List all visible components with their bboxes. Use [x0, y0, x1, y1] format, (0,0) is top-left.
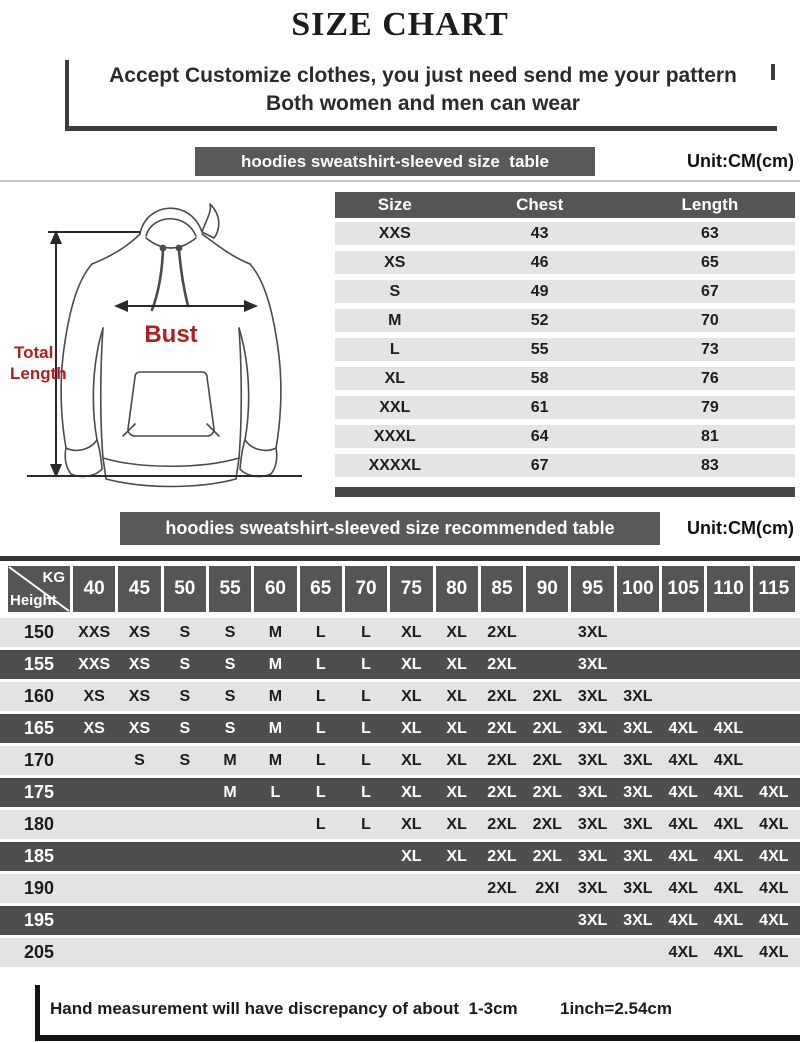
size-value-cell [436, 874, 478, 903]
divider-thick [0, 556, 800, 561]
size-value-cell: 4XL [668, 911, 698, 929]
size-value-cell: 4XL [713, 751, 744, 769]
size-value-cell [436, 938, 478, 967]
height-label-cell: 150 [23, 622, 55, 642]
size-value-cell [345, 842, 387, 871]
size-value-cell: XL [401, 815, 422, 833]
size-value-cell: S [179, 655, 191, 673]
size-table-row [335, 309, 795, 332]
size-value-cell: XL [446, 783, 467, 801]
size-value-cell: XL [401, 687, 422, 705]
size-value-cell: 4XL [668, 879, 698, 897]
size-value-cell: 3XL [577, 655, 608, 673]
recommend-row [0, 618, 800, 647]
size-value-cell: L [361, 655, 371, 673]
size-value-cell: XS [128, 687, 151, 705]
size-value-cell: XS [128, 623, 151, 641]
weight-header-cell: 110 [707, 566, 749, 612]
size-value-cell [254, 938, 296, 967]
size-value-cell [526, 650, 568, 679]
size-value-cell: 2XL [487, 847, 517, 865]
notice-line-2: Both women and men can wear [266, 92, 580, 115]
size-value-cell: M [268, 687, 283, 705]
size-value-cell [526, 938, 568, 967]
weight-header-cell: 115 [753, 566, 795, 612]
height-label-cell: 175 [23, 782, 55, 802]
size-value-cell [662, 650, 704, 679]
size-value-cell: L [361, 719, 371, 737]
size-value-cell [390, 938, 432, 967]
hoodie-diagram [0, 186, 330, 502]
size-value-cell [164, 810, 206, 839]
size-value-cell: 3XL [577, 847, 608, 865]
size-value-cell: 3XL [623, 815, 653, 833]
size-value-cell: L [315, 719, 326, 737]
size-value-cell: XL [401, 783, 422, 801]
size-value-cell: 4XL [668, 719, 698, 737]
size-table-cell: 58 [530, 369, 549, 387]
size-value-cell: L [315, 815, 326, 833]
size-table-row [335, 454, 795, 477]
customize-notice-box [65, 60, 777, 131]
size-table-cell: 76 [700, 369, 719, 387]
total-length-label-2: Length [10, 364, 67, 383]
size-value-cell: XL [446, 655, 467, 673]
size-table-header-cell: Size [377, 195, 412, 214]
size-value-cell: XL [401, 719, 422, 737]
size-table-cell: 55 [530, 340, 549, 358]
recommend-row [0, 842, 800, 871]
size-table-cell: XXXXL [368, 456, 422, 474]
size-value-cell: 4XL [759, 911, 789, 929]
size-value-cell: M [223, 751, 237, 769]
weight-header-cell: 40 [73, 566, 115, 612]
size-value-cell: 2XL [532, 847, 562, 865]
size-value-cell [345, 906, 387, 935]
height-label-cell: 160 [23, 686, 55, 706]
size-value-cell: 3XL [623, 783, 653, 801]
total-length-label-1: Total [14, 343, 54, 362]
size-value-cell: 4XL [713, 879, 744, 897]
size-value-cell: XL [401, 655, 422, 673]
size-table-cell: 79 [700, 398, 719, 416]
size-value-cell: M [223, 783, 237, 801]
size-table-cell: XXXL [373, 427, 416, 445]
recommend-row [0, 714, 800, 743]
size-value-cell [753, 650, 795, 679]
size-table-row [335, 222, 795, 245]
size-value-cell: L [361, 751, 371, 769]
size-value-cell: 2XL [532, 815, 562, 833]
footer-note-box [35, 985, 800, 1041]
recommended-table-heading-bar: hoodies sweatshirt-sleeved size recommended table [120, 512, 660, 545]
size-value-cell: 4XL [759, 847, 789, 865]
height-label-cell: 155 [23, 654, 55, 674]
size-value-cell: 3XL [623, 911, 653, 929]
size-value-cell [118, 906, 160, 935]
size-value-cell [390, 906, 432, 935]
inch-conversion: 1inch=2.54cm [560, 999, 672, 1018]
size-value-cell: L [315, 655, 326, 673]
size-value-cell: XS [83, 687, 105, 705]
size-value-cell: L [361, 815, 371, 833]
size-value-cell [73, 938, 115, 967]
size-value-cell: 2XL [532, 719, 562, 737]
size-value-cell: S [179, 623, 191, 641]
height-label-cell: 190 [23, 878, 55, 898]
size-table-cell: XS [384, 253, 406, 271]
kg-height-corner-cell [8, 566, 70, 612]
size-value-cell: 3XL [577, 687, 608, 705]
size-value-cell: XL [401, 847, 422, 865]
size-value-cell: XL [401, 751, 422, 769]
recommend-row [0, 906, 800, 935]
size-value-cell [118, 778, 160, 807]
size-value-cell [209, 906, 251, 935]
size-value-cell: 4XL [759, 783, 789, 801]
size-value-cell: S [179, 719, 191, 737]
recommend-row [0, 874, 800, 903]
size-value-cell: 3XL [623, 847, 653, 865]
size-table-cell: S [389, 282, 401, 300]
size-value-cell: 4XL [759, 815, 789, 833]
size-table-header-cell: Length [681, 195, 739, 214]
size-value-cell [73, 906, 115, 935]
size-value-cell: 4XL [713, 783, 744, 801]
size-table-header-row [335, 192, 795, 218]
size-table-row [335, 425, 795, 448]
size-value-cell: S [224, 655, 236, 673]
weight-header-cell: 100 [617, 566, 659, 612]
size-value-cell [617, 650, 659, 679]
height-label-cell: 165 [23, 718, 55, 738]
size-table-cell: XXL [379, 398, 411, 416]
size-table-header-cell: Chest [516, 195, 564, 214]
size-value-cell [118, 810, 160, 839]
size-table-cell: 49 [530, 282, 549, 300]
size-value-cell: 4XL [713, 719, 744, 737]
size-value-cell [118, 842, 160, 871]
size-value-cell: 4XL [668, 847, 698, 865]
size-value-cell: XL [446, 687, 467, 705]
size-value-cell [707, 650, 749, 679]
size-value-cell [254, 906, 296, 935]
size-value-cell: L [361, 623, 371, 641]
size-value-cell [436, 906, 478, 935]
size-table-cell: 70 [700, 311, 719, 329]
size-value-cell [345, 874, 387, 903]
size-value-cell: 2XI [535, 879, 560, 897]
size-value-cell: 2XL [487, 815, 517, 833]
size-value-cell: XXS [78, 623, 111, 641]
size-value-cell: L [361, 687, 371, 705]
size-value-cell: XL [401, 623, 422, 641]
size-value-cell: 2XL [487, 719, 517, 737]
recommend-row [0, 938, 800, 967]
size-value-cell: XL [446, 751, 467, 769]
recommend-row [0, 778, 800, 807]
size-value-cell: 2XL [487, 655, 517, 673]
size-table-cell: 67 [700, 282, 719, 300]
notice-corner-tick [771, 64, 775, 80]
size-value-cell [526, 618, 568, 647]
size-value-cell: 3XL [623, 879, 653, 897]
size-value-cell: XL [446, 623, 467, 641]
size-value-cell: 2XL [487, 879, 517, 897]
size-table-cell: 83 [700, 456, 719, 474]
size-value-cell: S [224, 687, 236, 705]
size-value-cell [526, 906, 568, 935]
size-value-cell: 3XL [577, 815, 608, 833]
size-value-cell [707, 682, 749, 711]
size-value-cell: 3XL [577, 719, 608, 737]
size-value-cell [254, 874, 296, 903]
bust-label: Bust [144, 321, 198, 348]
size-value-cell: L [361, 783, 371, 801]
size-table-row [335, 251, 795, 274]
size-value-cell: 4XL [668, 783, 698, 801]
size-value-cell: XL [446, 815, 467, 833]
size-table-cell: 61 [530, 398, 549, 416]
size-value-cell [345, 938, 387, 967]
size-value-cell: 4XL [759, 879, 789, 897]
recommended-table-header-row [0, 566, 800, 612]
recommend-row [0, 682, 800, 711]
size-value-cell [617, 618, 659, 647]
height-label-cell: 205 [23, 942, 55, 962]
size-value-cell: 3XL [623, 719, 653, 737]
recommend-row [0, 650, 800, 679]
size-value-cell: 4XL [713, 911, 744, 929]
size-value-cell: 4XL [668, 815, 698, 833]
size-value-cell: XL [446, 719, 467, 737]
weight-header-cell: 105 [662, 566, 704, 612]
size-value-cell: XS [128, 719, 151, 737]
height-label-cell: 195 [23, 910, 55, 930]
recommended-table-body [0, 618, 800, 967]
size-value-cell: M [268, 751, 283, 769]
size-value-cell [753, 714, 795, 743]
size-table-body [335, 222, 795, 477]
height-label-cell: 180 [23, 814, 55, 834]
size-value-cell [481, 906, 523, 935]
unit-label-2: Unit:CM(cm) [687, 518, 794, 538]
corner-kg-label: KG [42, 569, 65, 586]
size-value-cell: L [315, 783, 326, 801]
size-value-cell [164, 842, 206, 871]
size-value-cell: XXS [78, 655, 111, 673]
size-value-cell: M [268, 719, 283, 737]
size-value-cell: 4XL [713, 847, 744, 865]
size-value-cell [753, 682, 795, 711]
size-value-cell [118, 874, 160, 903]
length-arrow [27, 230, 302, 478]
size-table-cell: 65 [700, 253, 719, 271]
size-value-cell: 3XL [623, 687, 653, 705]
size-value-cell [753, 618, 795, 647]
size-value-cell [164, 874, 206, 903]
size-table-heading-bar: hoodies sweatshirt-sleeved size table [195, 147, 595, 176]
size-value-cell [481, 938, 523, 967]
size-value-cell: 3XL [577, 911, 608, 929]
size-value-cell [73, 842, 115, 871]
unit-label-1: Unit:CM(cm) [687, 151, 794, 171]
recommend-row [0, 746, 800, 775]
size-value-cell: 3XL [577, 783, 608, 801]
height-label-cell: 170 [23, 750, 55, 770]
size-table-cell: 73 [700, 340, 719, 358]
size-value-cell [164, 938, 206, 967]
size-value-cell [73, 810, 115, 839]
size-table-cell: 67 [530, 456, 549, 474]
size-value-cell [73, 778, 115, 807]
weight-header-cell: 65 [300, 566, 342, 612]
size-value-cell: S [179, 687, 191, 705]
size-value-cell [209, 810, 251, 839]
size-table-row [335, 338, 795, 361]
size-value-cell: M [268, 623, 283, 641]
size-table-row [335, 280, 795, 303]
size-table-cell: L [389, 340, 400, 358]
size-table [335, 192, 795, 483]
weight-header-cell: 45 [118, 566, 160, 612]
size-value-cell: 2XL [487, 623, 517, 641]
recommended-table [0, 566, 800, 967]
size-value-cell: 3XL [577, 623, 608, 641]
size-value-cell: M [268, 655, 283, 673]
size-table-cell: 43 [530, 224, 549, 242]
size-value-cell [662, 682, 704, 711]
size-value-cell [254, 810, 296, 839]
size-table-cell: 63 [700, 224, 719, 242]
weight-header-cell: 85 [481, 566, 523, 612]
size-table-cell: 81 [700, 427, 719, 445]
size-value-cell [300, 874, 342, 903]
size-value-cell: L [315, 623, 326, 641]
size-value-cell: 3XL [623, 751, 653, 769]
size-value-cell [164, 778, 206, 807]
weight-header-cell: 70 [345, 566, 387, 612]
size-value-cell [571, 938, 613, 967]
size-value-cell: L [270, 783, 281, 801]
size-value-cell: 2XL [532, 783, 562, 801]
size-table-row [335, 396, 795, 419]
corner-height-label: Height [10, 592, 57, 609]
size-value-cell: 2XL [487, 751, 517, 769]
size-value-cell: S [224, 623, 236, 641]
size-value-cell [164, 906, 206, 935]
size-value-cell [662, 618, 704, 647]
size-value-cell: S [179, 751, 191, 769]
size-value-cell [209, 842, 251, 871]
size-value-cell [118, 938, 160, 967]
size-table-cell: 46 [530, 253, 549, 271]
weight-header-cell: 75 [390, 566, 432, 612]
size-value-cell: 2XL [532, 751, 562, 769]
weight-header-cell: 80 [436, 566, 478, 612]
size-value-cell: 4XL [713, 943, 744, 961]
size-value-cell [209, 874, 251, 903]
size-value-cell: 2XL [487, 783, 517, 801]
size-value-cell: 2XL [532, 687, 562, 705]
size-value-cell [300, 906, 342, 935]
weight-header-cell: 50 [164, 566, 206, 612]
size-value-cell: 4XL [668, 943, 698, 961]
size-table-cell: XXS [378, 224, 411, 242]
measurement-note: Hand measurement will have discrepancy of about 1-3cm [50, 999, 518, 1018]
size-value-cell [73, 874, 115, 903]
recommend-row [0, 810, 800, 839]
size-table-cell: XL [384, 369, 406, 387]
size-value-cell: 4XL [668, 751, 698, 769]
size-value-cell [300, 842, 342, 871]
size-table-cell: 52 [530, 311, 549, 329]
size-value-cell: 4XL [759, 943, 789, 961]
size-table-underbar [335, 487, 795, 497]
size-value-cell [390, 874, 432, 903]
size-value-cell [254, 842, 296, 871]
divider-thin [0, 180, 800, 182]
size-value-cell [300, 938, 342, 967]
size-value-cell: 3XL [577, 751, 608, 769]
size-value-cell: 4XL [713, 815, 744, 833]
height-label-cell: 185 [23, 846, 55, 866]
size-table-cell: 64 [530, 427, 549, 445]
size-value-cell: XS [128, 655, 151, 673]
size-value-cell: L [315, 751, 326, 769]
size-value-cell: S [224, 719, 236, 737]
size-value-cell: S [134, 751, 145, 769]
size-value-cell [73, 746, 115, 775]
size-value-cell [617, 938, 659, 967]
size-value-cell [753, 746, 795, 775]
size-value-cell [707, 618, 749, 647]
weight-header-cell: 95 [571, 566, 613, 612]
size-value-cell: 3XL [577, 879, 608, 897]
size-table-cell: M [388, 311, 402, 329]
page-title: SIZE CHART [291, 6, 509, 43]
hoodie-line-art-icon [0, 186, 330, 502]
size-value-cell [209, 938, 251, 967]
size-value-cell: L [315, 687, 326, 705]
size-table-row [335, 367, 795, 390]
weight-header-cell: 55 [209, 566, 251, 612]
size-value-cell: XS [83, 719, 105, 737]
weight-header-cell: 90 [526, 566, 568, 612]
weight-header-cell: 60 [254, 566, 296, 612]
size-value-cell: XL [446, 847, 467, 865]
size-value-cell: 2XL [487, 687, 517, 705]
notice-line-1: Accept Customize clothes, you just need send me your pattern [109, 64, 737, 87]
